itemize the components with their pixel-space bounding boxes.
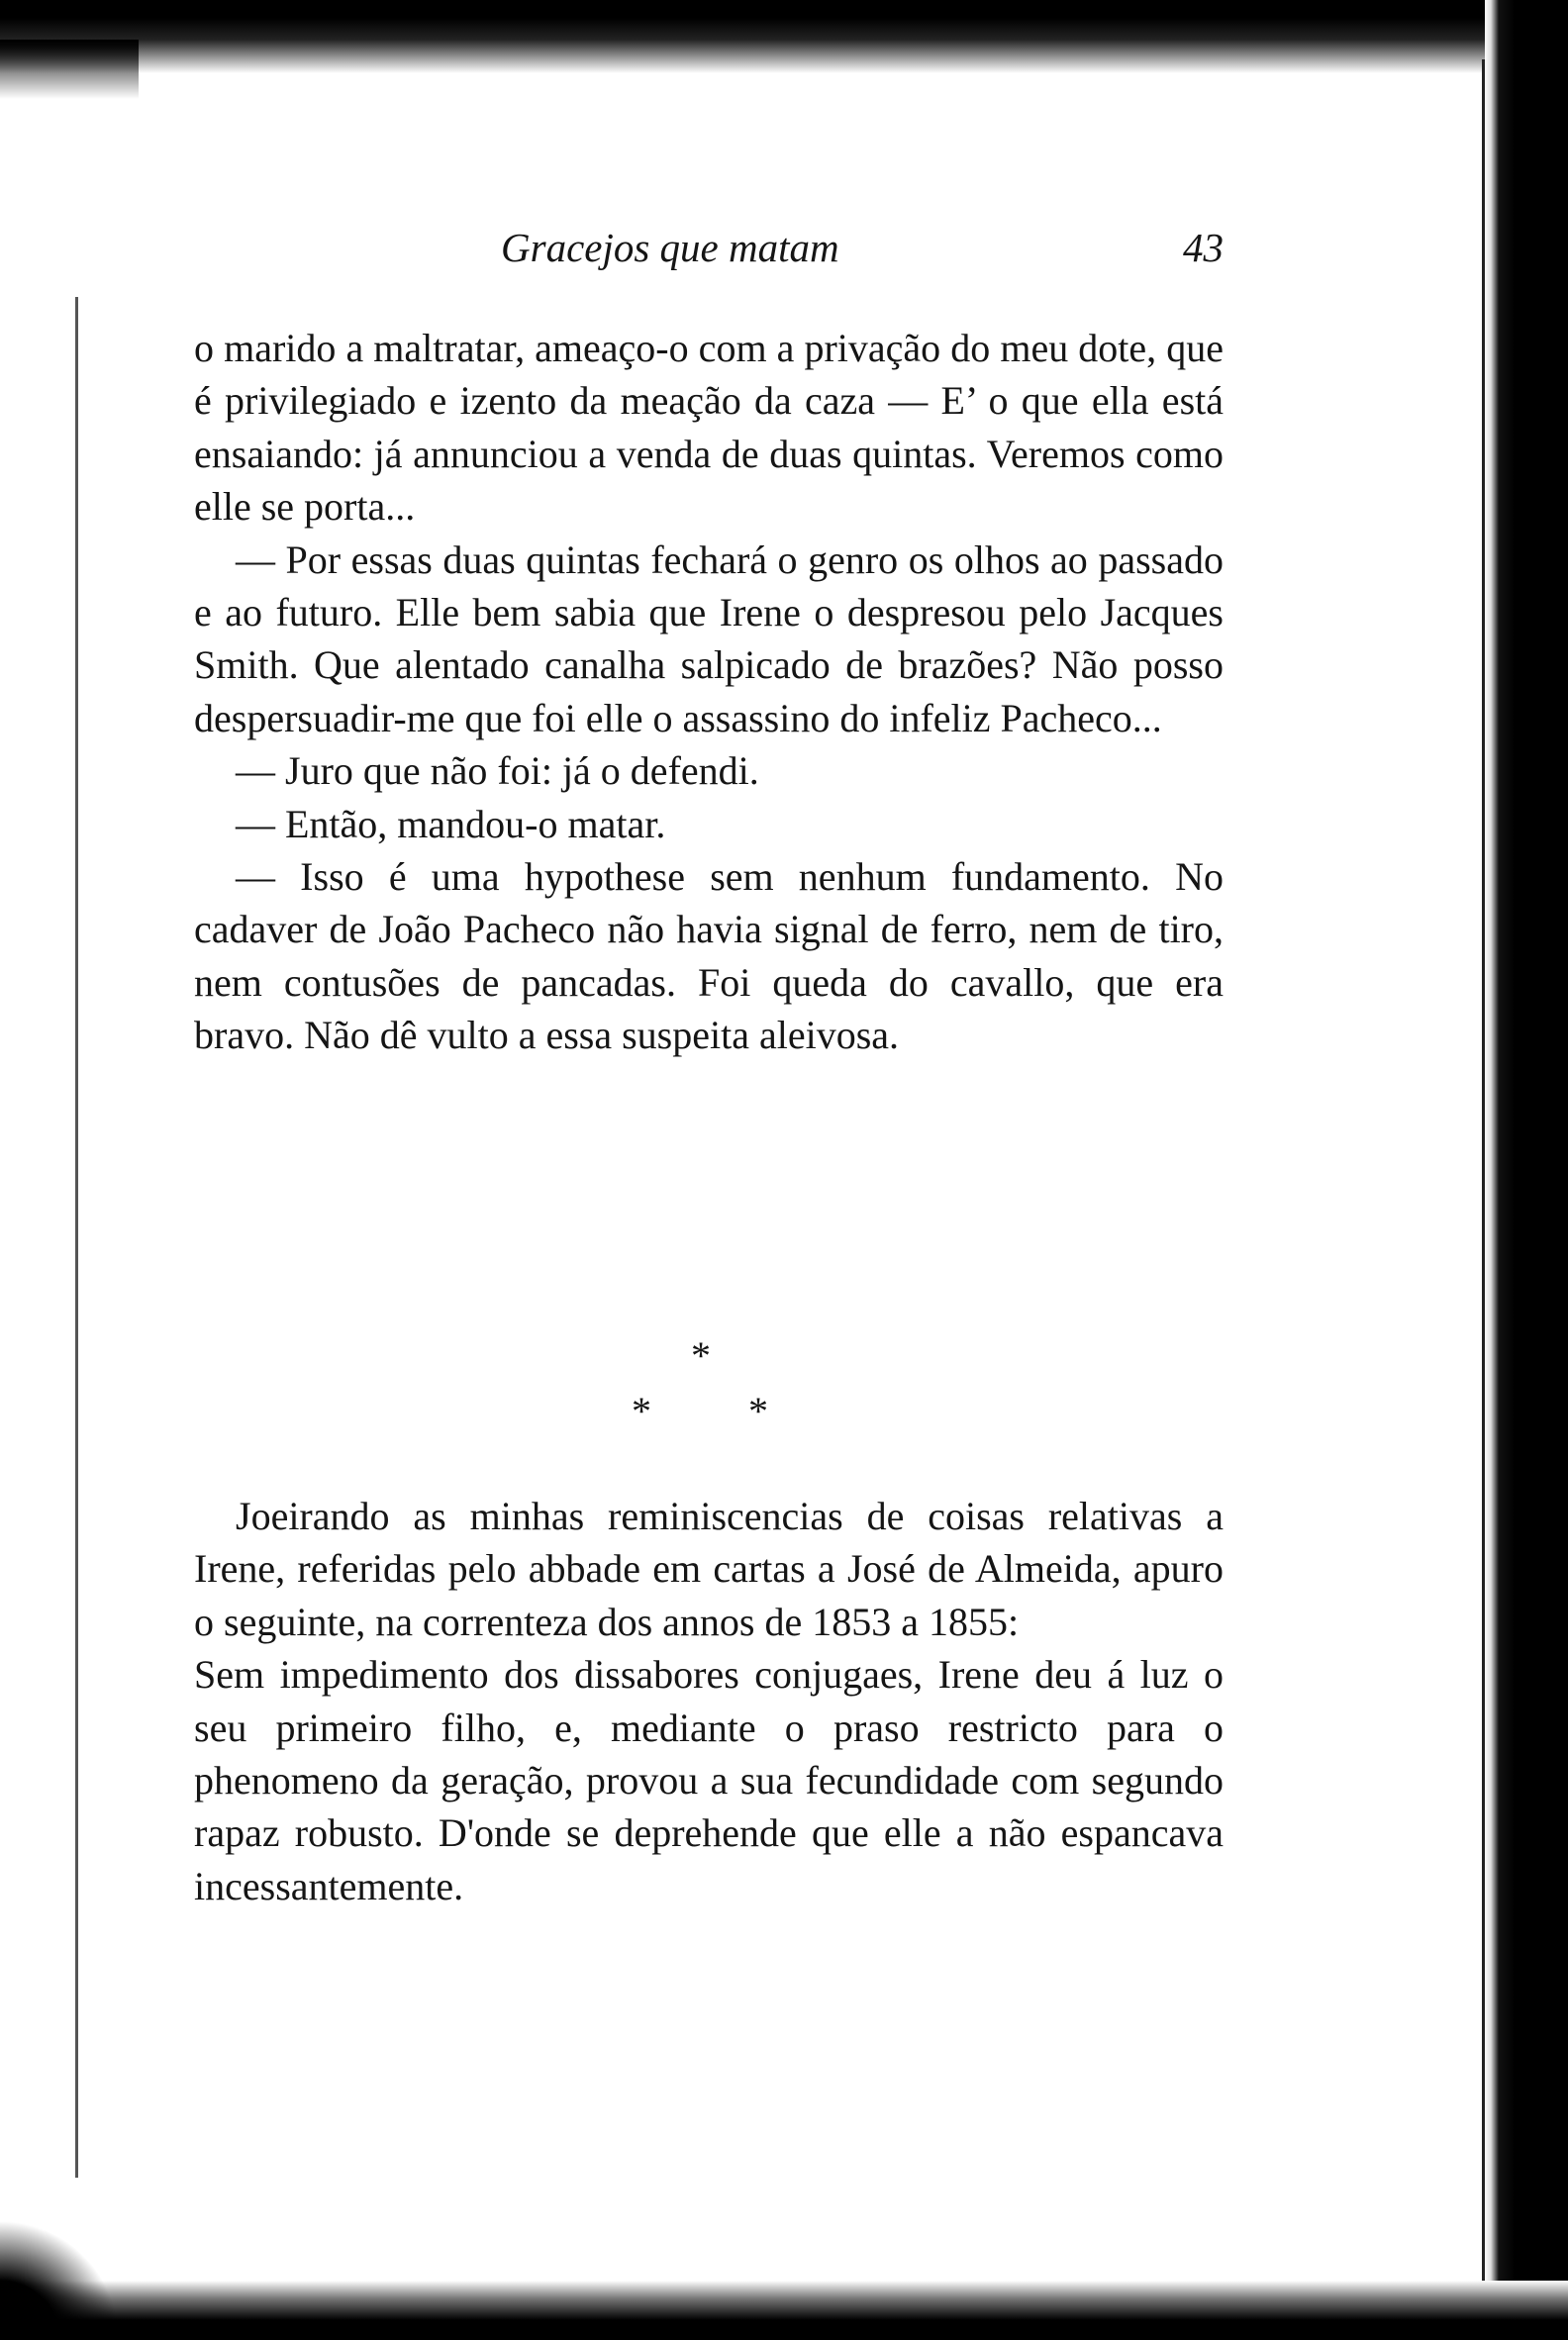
text-block-bottom xyxy=(194,1490,1224,1912)
asterisk: * xyxy=(748,1389,768,1433)
text-block-top xyxy=(194,322,1224,1062)
paragraph: — Por essas duas quintas fechará o genro os olhos ao passado e ao futuro. Elle bem sabia que Irene o despresou pelo Jacques Smith. Que alentado canalha salpicado de brazões? Não posso despersuadir-me que foi elle o assassino do infeliz Pacheco... xyxy=(194,536,1224,740)
paragraph: o marido a maltratar, ameaço-o com a privação do meu dote, que é privilegiado e izento da meação da caza — E’ o que ella está ensaiando: já annunciou a venda de duas quintas. Veremos como elle se porta... xyxy=(194,326,1224,530)
page-number: 43 xyxy=(1183,225,1224,270)
asterisk: * xyxy=(691,1333,711,1378)
paragraph: — Então, mandou-o matar. xyxy=(236,801,666,846)
paragraph: — Isso é uma hypothese sem nenhum fundamento. No cadaver de João Pacheco não havia signal de ferro, nem de tiro, nem contusões de pancadas. Foi queda do cavallo, que era bravo. Não dê vulto a essa suspeita aleivosa. xyxy=(194,854,1224,1058)
paragraph: Sem impedimento dos dissabores conjugaes, Irene deu á luz o seu primeiro filho, e, mediante o praso restricto para o phenomeno da geração, provou a sua fecundidade com segundo rapaz robusto. D'onde se deprehende que elle a não espancava incessantemente. xyxy=(194,1652,1224,1908)
page-edge-line-right xyxy=(1482,59,1485,2306)
asterisk: * xyxy=(632,1389,651,1433)
running-head xyxy=(194,220,1224,289)
page-title: Gracejos que matam xyxy=(501,225,839,270)
page-edge-line-left xyxy=(75,297,78,2178)
scan-edge-bottom-corner xyxy=(0,2221,119,2340)
scan-edge-bottom xyxy=(0,2281,1568,2340)
scan-edge-right xyxy=(1485,0,1568,2340)
paragraph: Joeirando as minhas reminiscencias de coisas relativas a Irene, referidas pelo abbade em cartas a José de Almeida, apuro o seguinte, na correnteza dos annos de 1853 a 1855: xyxy=(194,1494,1224,1644)
scan-edge-top xyxy=(0,0,1568,73)
scan-edge-top-corner xyxy=(0,40,139,99)
section-break-asterism xyxy=(594,1326,832,1435)
paragraph: — Juro que não foi: já o defendi. xyxy=(236,748,759,794)
